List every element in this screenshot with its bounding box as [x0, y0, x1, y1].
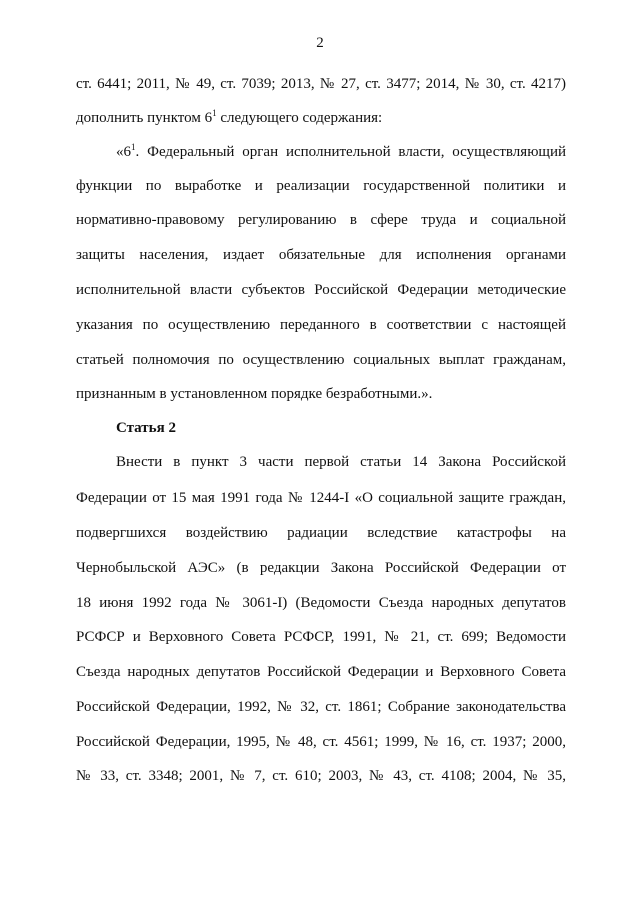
text-line: Российской Федерации, 1995, № 48, ст. 4561; 1999, № 16, ст. 1937; 2000,	[76, 734, 566, 750]
text-line	[116, 142, 566, 162]
text-line: Российской Федерации, 1992, № 32, ст. 1861; Собрание законодательства	[76, 699, 566, 715]
text-line: Федерации от 15 мая 1991 года № 1244-I «О социальной защите граждан,	[76, 490, 566, 506]
text-line: Внести в пункт 3 части первой статьи 14 Закона Российской	[116, 454, 566, 470]
superscript: 1	[131, 142, 136, 152]
text-fragment: следующего содержания:	[216, 110, 383, 126]
text-line: Съезда народных депутатов Российской Федерации и Верховного Совета	[76, 664, 566, 680]
text-line: функции по выработке и реализации государственной политики и	[76, 178, 566, 194]
text-line: признанным в установленном порядке безработными.».	[76, 386, 433, 402]
text-line: исполнительной власти субъектов Российской Федерации методические	[76, 282, 566, 298]
text-fragment: дополнить пунктом 6	[76, 110, 213, 126]
text-line: 18 июня 1992 года № 3061-I) (Ведомости Съезда народных депутатов	[76, 595, 566, 611]
text-line: подвергшихся воздействию радиации вследствие катастрофы на	[76, 525, 566, 541]
text-line: нормативно-правовому регулированию в сфере труда и социальной	[76, 212, 566, 228]
text-line: ст. 6441; 2011, № 49, ст. 7039; 2013, № 27, ст. 3477; 2014, № 30, ст. 4217)	[76, 76, 566, 92]
article-heading: Статья 2	[116, 420, 176, 436]
text-line: защиты населения, издает обязательные для исполнения органами	[76, 247, 566, 263]
text-line: РСФСР и Верховного Совета РСФСР, 1991, № 21, ст. 699; Ведомости	[76, 629, 566, 645]
text-fragment: «6	[116, 144, 131, 160]
text-line: указания по осуществлению переданного в соответствии с настоящей	[76, 317, 566, 333]
text-line: № 33, ст. 3348; 2001, № 7, ст. 610; 2003, № 43, ст. 4108; 2004, № 35,	[76, 768, 566, 784]
superscript: 1	[212, 108, 217, 118]
text-line	[76, 108, 566, 128]
text-fragment: . Федеральный орган исполнительной власти, осуществляющий	[135, 144, 566, 160]
text-line: статьей полномочия по осуществлению социальных выплат гражданам,	[76, 352, 566, 368]
text-line: Чернобыльской АЭС» (в редакции Закона Российской Федерации от	[76, 560, 566, 576]
page-number: 2	[316, 35, 324, 51]
